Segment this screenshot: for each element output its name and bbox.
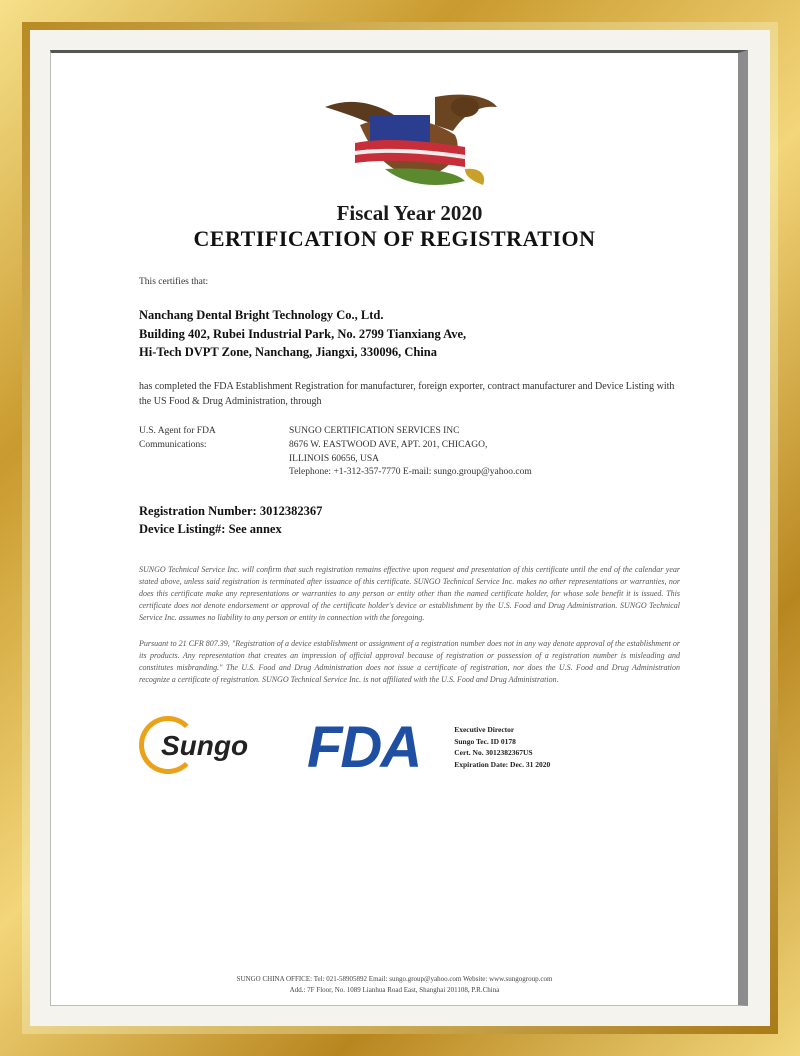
device-listing: Device Listing#: See annex <box>139 522 282 537</box>
agent-address-line-1: 8676 W. EASTWOOD AVE, APT. 201, CHICAGO, <box>289 439 488 450</box>
certifies-that-text: This certifies that: <box>139 277 209 287</box>
logo-row <box>139 712 680 782</box>
disclaimer-paragraph-1: SUNGO Technical Service Inc. will confirm that such registration remains effective upon request and presentation of this certificate until the end of the calendar year stated above, unless said registration is terminated after issuance of this certificate. SUNGO Technical Service Inc. makes no other representations or warranties, nor does this certificate make any representations or warranties to any person or entity other than the named certificate holder, for whose sole benefit it is issued. This certificate does not denote endorsement or approval of the certificate holder's device or establishment by the U.S. Food and Drug Administration. SUNGO Technical Service Inc. assumes no liability to any person or entity in connection with the foregoing. <box>139 565 680 623</box>
fda-logo: FDA <box>307 714 421 780</box>
sungo-logo-text: Sungo <box>161 730 249 762</box>
sungo-id: Sungo Tec. ID 0178 <box>454 736 516 746</box>
agent-address-line-2: ILLINOIS 60656, USA <box>289 453 379 464</box>
certificate-title: CERTIFICATION OF REGISTRATION <box>193 226 596 251</box>
eagle-flag-emblem-icon <box>315 85 505 195</box>
agent-labels <box>139 425 289 480</box>
registration-block <box>139 502 680 538</box>
certificate-paper <box>50 50 748 1006</box>
executive-title: Executive Director <box>454 725 515 735</box>
footer-contact: SUNGO CHINA OFFICE: Tel: 021-58905892 Email: sungo.group@yahoo.com Website: www.sungogroup.com <box>236 975 553 983</box>
sungo-logo <box>139 712 299 782</box>
executive-signature-block <box>454 724 550 771</box>
company-name: Nanchang Dental Bright Technology Co., Ltd. <box>139 307 384 322</box>
certificate-footer <box>51 974 738 995</box>
agent-label: U.S. Agent for FDA <box>139 426 216 437</box>
company-block <box>139 306 680 362</box>
agent-contact: Telephone: +1-312-357-7770 E-mail: sungo.group@yahoo.com <box>289 467 532 478</box>
disclaimer-paragraph-2: Pursuant to 21 CFR 807.39, "Registration of a device establishment or assignment of a registration number does not in any way denote approval of the establishment or its products. Any representation that creates an impression of official approval because of registration or possession of a registration number is misleading and constitutes misbranding." The U.S. Food and Drug Administration does not issue a certificate of registration, nor does the U.S. Food and Drug Administration recognize a certificate of registration. SUNGO Technical Service Inc. is not affiliated with the U.S. Food and Drug Administration. <box>139 639 680 685</box>
agent-details <box>289 425 532 480</box>
company-address-line-2: Hi-Tech DVPT Zone, Nanchang, Jiangxi, 330096, China <box>139 345 437 360</box>
fiscal-year-heading: Fiscal Year 2020 <box>336 201 483 225</box>
registration-number: Registration Number: 3012382367 <box>139 504 323 519</box>
communications-label: Communications: <box>139 439 207 450</box>
cert-number: Cert. No. 3012382367US <box>454 748 533 758</box>
agent-name: SUNGO CERTIFICATION SERVICES INC <box>289 426 460 437</box>
expiration-date: Expiration Date: Dec. 31 2020 <box>454 759 551 769</box>
completion-text: has completed the FDA Establishment Registration for manufacturer, foreign exporter, contract manufacturer and Device Listing with the US Food & Drug Administration, through <box>139 381 675 407</box>
frame-inner-border <box>22 22 778 1034</box>
mat-board <box>30 30 770 1026</box>
us-agent-block <box>139 425 680 480</box>
footer-address: Add.: 7F Floor, No. 1089 Lianhua Road East, Shanghai 201108, P.R.China <box>289 985 500 994</box>
company-address-line-1: Building 402, Rubei Industrial Park, No. 2799 Tianxiang Ave, <box>139 326 467 341</box>
